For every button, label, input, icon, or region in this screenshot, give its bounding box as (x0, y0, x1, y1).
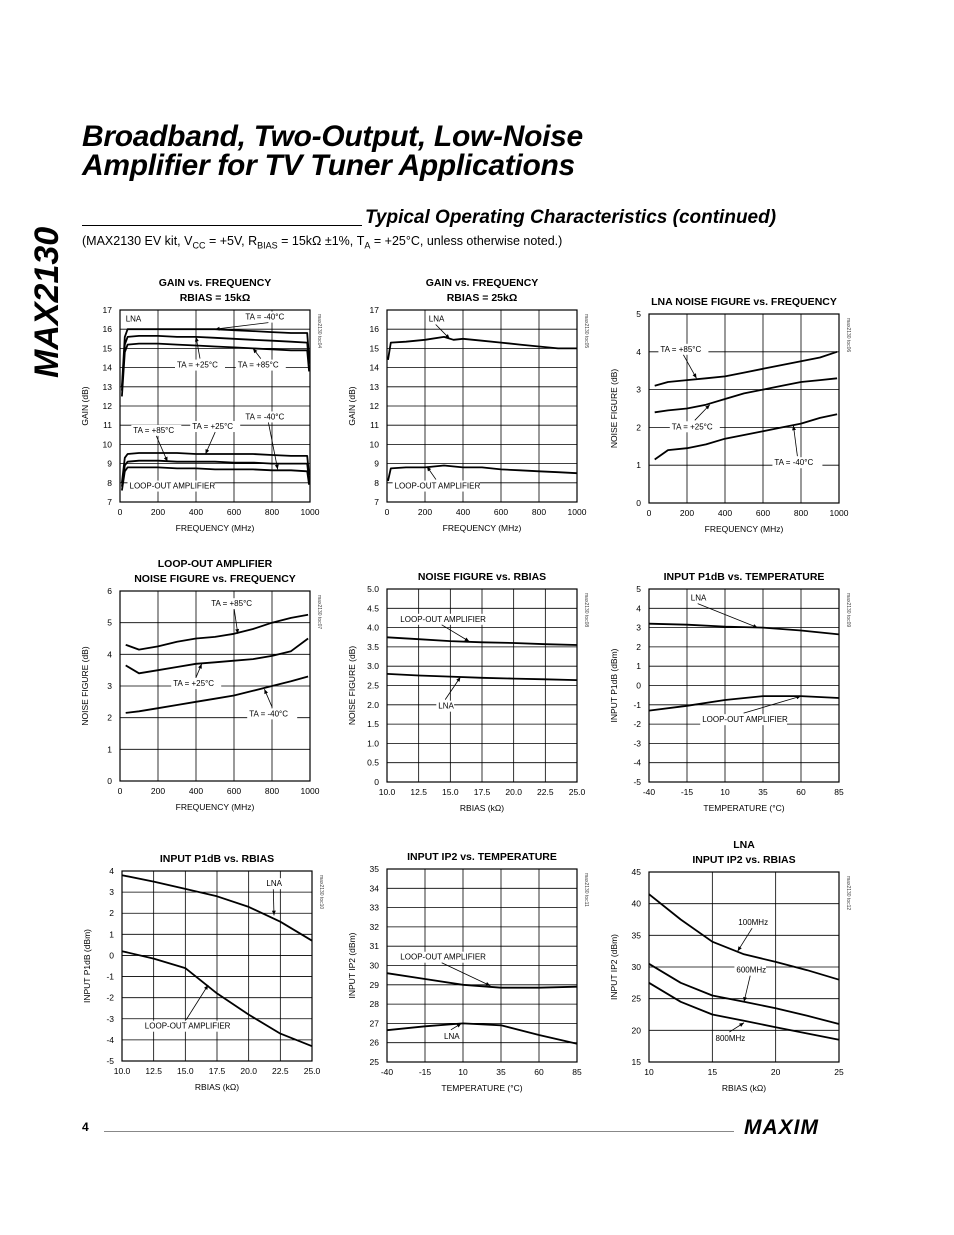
x-tick-label: 10 (458, 1067, 468, 1077)
x-tick-label: 15.0 (442, 787, 459, 797)
y-tick-label: -2 (106, 992, 114, 1003)
x-tick-label: 17.5 (208, 1066, 226, 1076)
chart-id: max2130 toc05 (583, 314, 589, 349)
x-tick-label: 15 (707, 1067, 718, 1077)
chart-title: LOOP-OUT AMPLIFIER (157, 558, 273, 570)
y-tick-label: 1.0 (367, 738, 379, 749)
annotation-label: LOOP-OUT AMPLIFIER (400, 614, 486, 624)
y-tick-label: 4 (636, 603, 641, 614)
y-tick-label: 0 (107, 776, 112, 786)
annotation-label: TA = -40°C (245, 312, 285, 322)
x-tick-label: 17.5 (473, 787, 491, 797)
y-tick-label: 0.5 (367, 757, 379, 768)
y-tick-label: 1 (636, 460, 641, 471)
annotation-label: LOOP-OUT AMPLIFIER (702, 715, 788, 725)
y-tick-label: 12 (369, 401, 379, 411)
x-tick-label: 20 (770, 1067, 781, 1077)
y-tick-label: 6 (107, 586, 112, 596)
x-tick-label: 600 (493, 507, 509, 517)
y-tick-label: 9 (374, 458, 379, 469)
y-tick-label: -4 (106, 1034, 114, 1045)
y-tick-label: -3 (633, 738, 641, 749)
x-axis-label: TEMPERATURE (°C) (441, 1083, 523, 1093)
chart-id: max2130 toc09 (845, 593, 851, 628)
y-tick-label: 1 (109, 929, 114, 940)
chart-1 (80, 272, 330, 542)
annotation-arrowhead (738, 946, 742, 951)
x-tick-label: 600 (755, 508, 771, 518)
chart-title: INPUT P1dB vs. TEMPERATURE (663, 571, 825, 583)
y-tick-label: 40 (631, 898, 641, 909)
y-tick-label: 3 (109, 887, 114, 898)
logo-text: MAXIM (744, 1116, 819, 1138)
x-tick-label: 25 (834, 1067, 844, 1077)
y-tick-label: 2 (109, 908, 114, 919)
y-tick-label: 4.0 (367, 622, 379, 633)
section-title: Typical Operating Characteristics (continued) (365, 207, 777, 228)
y-axis-label: NOISE FIGURE (dB) (80, 646, 90, 726)
chart-6 (607, 566, 857, 836)
y-tick-label: 4 (107, 649, 112, 660)
x-tick-label: 200 (150, 786, 166, 796)
annotation-label: TA = +25°C (192, 422, 234, 432)
annotation-arrowhead (792, 426, 796, 431)
y-tick-label: 45 (631, 867, 641, 877)
y-tick-label: -4 (633, 757, 641, 768)
annotation-label: TA = +85°C (133, 425, 175, 435)
page-number: 4 (82, 1120, 89, 1134)
chart-id: max2130 toc11 (583, 873, 589, 907)
y-tick-label: 4 (636, 346, 641, 357)
y-tick-label: 2 (636, 641, 641, 652)
series-line-1 (649, 624, 839, 635)
chart-title: LNA NOISE FIGURE vs. FREQUENCY (651, 296, 837, 308)
chart-title: NOISE FIGURE vs. RBIAS (417, 571, 547, 583)
y-axis-label: GAIN (dB) (80, 386, 90, 426)
x-tick-label: 35 (758, 787, 768, 797)
annotation-label: LOOP-OUT AMPLIFIER (394, 481, 481, 491)
x-tick-label: 60 (796, 787, 806, 797)
y-tick-label: 3.5 (367, 641, 379, 652)
y-tick-label: -3 (106, 1013, 114, 1024)
y-tick-label: 25 (369, 1057, 379, 1067)
part-number-text: MAX2130 (28, 226, 66, 378)
y-tick-label: -1 (633, 699, 641, 710)
chart-id: max2130 toc12 (845, 876, 851, 911)
chart-subtitle: RBIAS = 15kΩ (179, 292, 251, 304)
x-tick-label: 0 (646, 508, 652, 518)
y-tick-label: 30 (369, 960, 379, 971)
x-tick-label: 200 (417, 507, 433, 517)
annotation-label: 600MHz (736, 965, 767, 975)
x-axis-label: TEMPERATURE (°C) (703, 803, 785, 813)
x-tick-label: 10.0 (113, 1066, 131, 1076)
x-tick-label: -15 (418, 1067, 432, 1077)
x-tick-label: 1000 (300, 786, 320, 796)
y-tick-label: 27 (369, 1018, 379, 1029)
y-tick-label: 7 (374, 497, 379, 507)
y-tick-label: 25 (631, 993, 641, 1004)
annotation-label: TA = -40°C (774, 458, 814, 468)
x-tick-label: 60 (534, 1067, 544, 1077)
annotation-label: TA = +25°C (671, 422, 713, 432)
y-tick-label: 17 (102, 305, 112, 315)
y-tick-label: 5 (636, 584, 641, 594)
x-axis-label: FREQUENCY (MHz) (704, 524, 784, 534)
y-axis-label: NOISE FIGURE (dB) (347, 645, 357, 726)
y-tick-label: 0 (374, 777, 379, 787)
y-tick-label: 15 (369, 343, 379, 354)
y-tick-label: 2 (107, 712, 112, 723)
series-line-3 (655, 414, 837, 459)
y-tick-label: 33 (369, 902, 379, 913)
maxim-logo (742, 1114, 854, 1138)
y-tick-label: 1.5 (367, 719, 379, 730)
annotation-label: LNA (266, 879, 282, 889)
y-axis-label: INPUT P1dB (dBm) (82, 928, 92, 1004)
y-tick-label: 3.0 (367, 661, 379, 672)
annotation-label: LOOP-OUT AMPLIFIER (129, 481, 216, 491)
annotation-arrow (186, 985, 208, 1020)
chart-3 (607, 287, 857, 557)
y-axis-label: INPUT P1dB (dBm) (609, 648, 619, 723)
x-axis-label: FREQUENCY (MHz) (175, 523, 255, 533)
x-tick-label: 800 (264, 507, 280, 517)
y-axis-label: GAIN (dB) (347, 386, 357, 426)
x-tick-label: 600 (226, 507, 242, 517)
series-line-2 (387, 1023, 577, 1043)
test-conditions (82, 234, 562, 251)
chart-9 (607, 832, 857, 1102)
conditions-text: (MAX2130 EV kit, $V_{CC} = +5V$, $R_{BIAS} = 15k\Omega \pm 1\%$, $T_A = +25^\circ C$, unless otherwise noted.) (82, 234, 563, 251)
document-title (82, 122, 902, 180)
x-tick-label: 85 (834, 787, 844, 797)
x-tick-label: 0 (117, 507, 123, 517)
x-tick-label: -40 (642, 787, 656, 797)
x-axis-label: RBIAS (kΩ) (194, 1082, 240, 1092)
x-tick-label: 20.0 (505, 787, 522, 797)
y-tick-label: 0 (636, 680, 641, 691)
y-tick-label: 5.0 (367, 584, 379, 594)
y-tick-label: 13 (369, 381, 379, 392)
y-tick-label: 29 (369, 979, 379, 990)
series-line-2 (655, 378, 837, 412)
chart-subtitle: INPUT IP2 vs. RBIAS (692, 854, 796, 866)
y-axis-label: INPUT IP2 (dBm) (347, 932, 357, 999)
annotation-arrowhead (464, 637, 469, 641)
y-tick-label: 16 (369, 324, 379, 335)
y-tick-label: 14 (102, 362, 112, 373)
series-line-1 (387, 973, 577, 988)
annotation-label: TA = +85°C (237, 360, 279, 370)
x-tick-label: 0 (384, 507, 390, 517)
x-tick-label: 20.0 (240, 1066, 257, 1076)
annotation-arrow (215, 323, 268, 330)
annotation-label: 800MHz (715, 1034, 746, 1044)
x-tick-label: 0 (117, 786, 123, 796)
y-tick-label: 4.5 (367, 603, 379, 614)
y-tick-label: -5 (633, 777, 641, 787)
x-tick-label: 200 (150, 507, 166, 517)
annotation-label: LOOP-OUT AMPLIFIER (144, 1021, 231, 1031)
chart-id: max2130 toc10 (318, 875, 324, 910)
chart-title: INPUT P1dB vs. RBIAS (159, 853, 275, 865)
chart-7 (80, 846, 330, 1116)
x-axis-label: RBIAS (kΩ) (459, 803, 505, 813)
annotation-label: TA = +85°C (211, 599, 253, 609)
annotation-label: TA = +25°C (173, 679, 215, 688)
x-tick-label: 800 (264, 786, 280, 796)
annotation-arrow (698, 604, 758, 628)
y-tick-label: -5 (106, 1056, 114, 1066)
x-tick-label: 1000 (300, 507, 320, 517)
x-tick-label: 12.5 (145, 1066, 162, 1076)
title-line-2: Amplifier for TV Tuner Applications (82, 149, 575, 182)
annotation-arrowhead (739, 1023, 744, 1027)
annotation-arrow (793, 426, 797, 457)
y-tick-label: 32 (369, 921, 379, 932)
series-line-3 (649, 983, 839, 1040)
x-axis-label: FREQUENCY (MHz) (175, 802, 255, 812)
x-tick-label: 10 (720, 787, 730, 797)
y-tick-label: 11 (103, 420, 112, 431)
y-tick-label: -2 (633, 719, 641, 730)
y-tick-label: 13 (102, 381, 112, 392)
annotation-label: LOOP-OUT AMPLIFIER (400, 952, 486, 962)
y-tick-label: 34 (369, 883, 379, 894)
chart-title: LNA (733, 839, 755, 851)
plot-frame (649, 314, 839, 503)
y-tick-label: 14 (369, 362, 379, 373)
y-tick-label: 5 (107, 617, 112, 628)
annotation-label: TA = -40°C (249, 709, 289, 719)
x-tick-label: 1000 (567, 507, 587, 517)
series-line-2 (649, 696, 839, 711)
x-tick-label: 25.0 (568, 787, 586, 797)
x-axis-label: RBIAS (kΩ) (721, 1083, 767, 1093)
y-axis-label: NOISE FIGURE (dB) (609, 368, 619, 449)
x-tick-label: 200 (679, 508, 695, 518)
y-tick-label: 9 (107, 458, 112, 469)
x-tick-label: 10.0 (378, 787, 396, 797)
y-tick-label: 12 (102, 401, 112, 411)
chart-title: GAIN vs. FREQUENCY (425, 277, 539, 289)
x-tick-label: 400 (188, 786, 204, 796)
x-tick-label: 15.0 (177, 1066, 194, 1076)
x-tick-label: -40 (380, 1067, 394, 1077)
y-tick-label: -1 (106, 971, 114, 982)
chart-id: max2130 toc07 (316, 595, 322, 630)
chart-title: GAIN vs. FREQUENCY (158, 277, 272, 289)
title-line-1: Broadband, Two-Output, Low-Noise (82, 120, 583, 153)
annotation-arrowhead (275, 464, 279, 469)
chart-title: INPUT IP2 vs. TEMPERATURE (407, 851, 557, 863)
part-number-vertical (2, 210, 78, 380)
chart-id: max2130 toc04 (316, 314, 322, 349)
chart-8 (345, 846, 595, 1116)
y-tick-label: 3 (636, 622, 641, 633)
y-tick-label: 2.0 (367, 699, 379, 710)
x-tick-label: 12.5 (410, 787, 427, 797)
chart-5 (345, 566, 595, 836)
x-tick-label: 85 (572, 1067, 582, 1077)
annotation-label: LNA (125, 314, 142, 324)
annotation-arrowhead (796, 696, 801, 700)
x-tick-label: -15 (680, 787, 694, 797)
y-tick-label: 8 (107, 477, 112, 488)
x-tick-label: 10 (644, 1067, 654, 1077)
y-tick-label: 26 (369, 1037, 379, 1048)
y-tick-label: 2.5 (367, 680, 379, 691)
y-tick-label: 28 (369, 999, 379, 1010)
y-tick-label: 8 (374, 477, 379, 488)
y-tick-label: 0 (636, 498, 641, 508)
annotation-label: TA = +25°C (177, 360, 218, 370)
series-line-2 (388, 466, 577, 481)
chart-id: max2130 toc08 (583, 593, 589, 628)
annotation-label: LNA (444, 1031, 460, 1041)
annotation-arrowhead (753, 624, 758, 628)
x-tick-label: 800 (793, 508, 809, 518)
y-tick-label: 35 (631, 930, 641, 941)
y-tick-label: 10 (102, 439, 112, 450)
x-tick-label: 800 (531, 507, 547, 517)
y-tick-label: 15 (631, 1057, 641, 1067)
annotation-label: LNA (428, 314, 445, 324)
chart-id: max2130 toc06 (845, 318, 851, 353)
x-tick-label: 400 (188, 507, 204, 517)
y-tick-label: 20 (631, 1025, 641, 1036)
y-tick-label: 1 (636, 661, 641, 672)
series-line-1 (126, 615, 308, 650)
x-tick-label: 400 (717, 508, 733, 518)
y-tick-label: 30 (631, 962, 641, 972)
annotation-label: LNA (690, 593, 707, 603)
y-tick-label: 35 (369, 864, 379, 874)
y-tick-label: 17 (369, 305, 379, 315)
y-tick-label: 31 (369, 941, 379, 952)
section-rule (82, 225, 362, 226)
chart-subtitle: RBIAS = 25kΩ (446, 292, 518, 304)
y-tick-label: 7 (107, 497, 112, 507)
y-tick-label: 4 (109, 866, 114, 876)
x-tick-label: 25.0 (303, 1066, 321, 1076)
x-tick-label: 400 (455, 507, 471, 517)
series-line-2 (126, 639, 308, 674)
y-tick-label: 1 (107, 744, 112, 755)
annotation-label: TA = -40°C (245, 412, 285, 422)
annotation-label: TA = +85°C (660, 344, 702, 354)
y-tick-label: 5 (636, 309, 641, 319)
x-tick-label: 22.5 (272, 1066, 289, 1076)
annotation-label: 100MHz (738, 918, 769, 928)
y-tick-label: 3 (636, 384, 641, 395)
x-tick-label: 35 (496, 1067, 506, 1077)
footer-rule (104, 1131, 734, 1132)
y-tick-label: 10 (369, 439, 379, 450)
annotation-arrow (268, 422, 277, 469)
y-tick-label: 0 (109, 950, 114, 961)
x-tick-label: 22.5 (537, 787, 554, 797)
x-tick-label: 600 (226, 786, 242, 796)
y-tick-label: 2 (636, 422, 641, 433)
x-tick-label: 1000 (829, 508, 849, 518)
chart-subtitle: NOISE FIGURE vs. FREQUENCY (134, 573, 296, 585)
annotation-label: LNA (438, 701, 454, 711)
y-tick-label: 15 (102, 343, 112, 354)
x-axis-label: FREQUENCY (MHz) (442, 523, 522, 533)
chart-2 (345, 272, 595, 542)
y-tick-label: 11 (370, 420, 379, 431)
chart-4 (80, 553, 330, 823)
y-axis-label: INPUT IP2 (dBm) (609, 934, 619, 1000)
y-tick-label: 3 (107, 681, 112, 691)
y-tick-label: 16 (102, 324, 112, 335)
